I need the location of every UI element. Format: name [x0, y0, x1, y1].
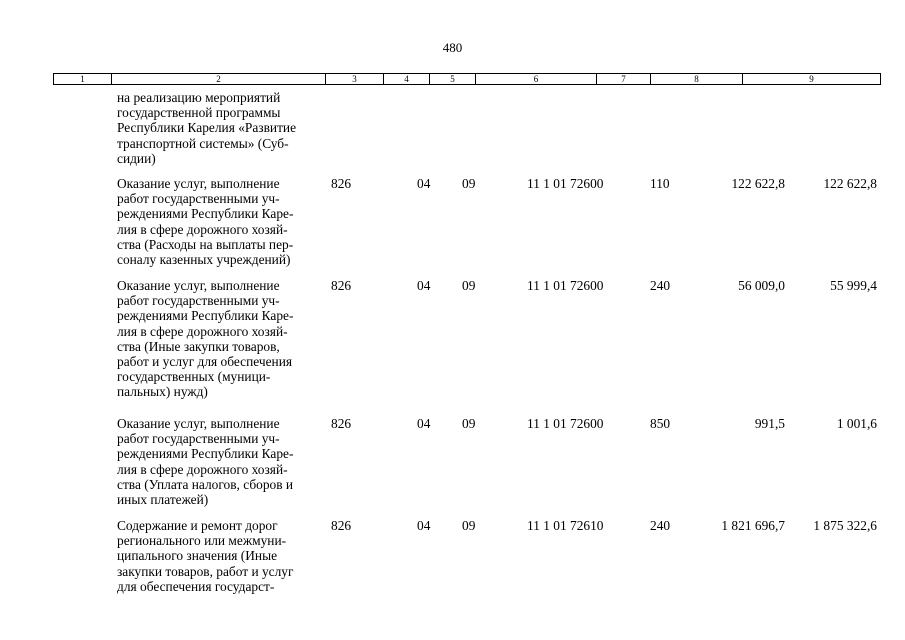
column-number-1: 1: [54, 74, 112, 85]
row-description: Оказание услуг, выполнение работ государственными уч- реждениями Республики Каре- лия в сфере дорожного хозяй- ства (Уплата налогов, сборов и иных платежей): [117, 416, 294, 508]
row-description: Содержание и ремонт дорог регионального или межмуни- ципального значения (Иные закупки товаров, работ и услуг для обеспечения государст-: [117, 518, 294, 594]
column-number-8: 8: [651, 74, 743, 85]
table-row: [0, 176, 905, 278]
cell-target-article: 11 1 01 72600: [527, 176, 604, 191]
cell-subsection: 09: [462, 278, 476, 293]
cell-expense-type: 850: [650, 416, 671, 431]
cell-section: 04: [417, 278, 431, 293]
table-row: [0, 416, 905, 518]
column-number-7: 7: [597, 74, 651, 85]
cell-amount-1: 122 622,8: [731, 176, 785, 191]
column-header-table: [53, 73, 881, 85]
page-number: 480: [442, 40, 463, 55]
cell-subsection: 09: [462, 416, 476, 431]
column-number-2: 2: [112, 74, 326, 85]
column-number-6: 6: [476, 74, 597, 85]
cell-target-article: 11 1 01 72600: [527, 416, 604, 431]
cell-subsection: 09: [462, 176, 476, 191]
cell-amount-1: 991,5: [754, 416, 785, 431]
table-row: [0, 518, 905, 604]
row-description: на реализацию мероприятий государственной программы Республики Карелия «Развитие транспортной системы» (Суб- сидии): [117, 90, 297, 166]
cell-amount-2: 1 875 322,6: [813, 518, 877, 533]
cell-ministry-code: 826: [331, 518, 352, 533]
table-body: [0, 90, 905, 604]
cell-expense-type: 240: [650, 518, 671, 533]
table-row: [0, 90, 905, 176]
cell-amount-2: 122 622,8: [823, 176, 877, 191]
cell-section: 04: [417, 176, 431, 191]
cell-section: 04: [417, 518, 431, 533]
row-description: Оказание услуг, выполнение работ государственными уч- реждениями Республики Каре- лия в сфере дорожного хозяй- ства (Иные закупки товаров, работ и услуг для обеспечения государственных (муници- пальных) нужд): [117, 278, 294, 400]
cell-section: 04: [417, 416, 431, 431]
cell-ministry-code: 826: [331, 416, 352, 431]
cell-amount-2: 55 999,4: [830, 278, 877, 293]
cell-expense-type: 110: [650, 176, 670, 191]
cell-target-article: 11 1 01 72600: [527, 278, 604, 293]
column-number-9: 9: [743, 74, 881, 85]
cell-amount-1: 1 821 696,7: [721, 518, 785, 533]
cell-target-article: 11 1 01 72610: [527, 518, 604, 533]
cell-amount-1: 56 009,0: [738, 278, 785, 293]
table-row: [0, 278, 905, 416]
column-number-5: 5: [430, 74, 476, 85]
column-number-3: 3: [326, 74, 384, 85]
column-number-4: 4: [384, 74, 430, 85]
cell-subsection: 09: [462, 518, 476, 533]
cell-ministry-code: 826: [331, 278, 352, 293]
cell-amount-2: 1 001,6: [836, 416, 877, 431]
cell-expense-type: 240: [650, 278, 671, 293]
cell-ministry-code: 826: [331, 176, 352, 191]
row-description: Оказание услуг, выполнение работ государственными уч- реждениями Республики Каре- лия в сфере дорожного хозяй- ства (Расходы на выплаты пер- соналу казенных учреждений): [117, 176, 294, 268]
